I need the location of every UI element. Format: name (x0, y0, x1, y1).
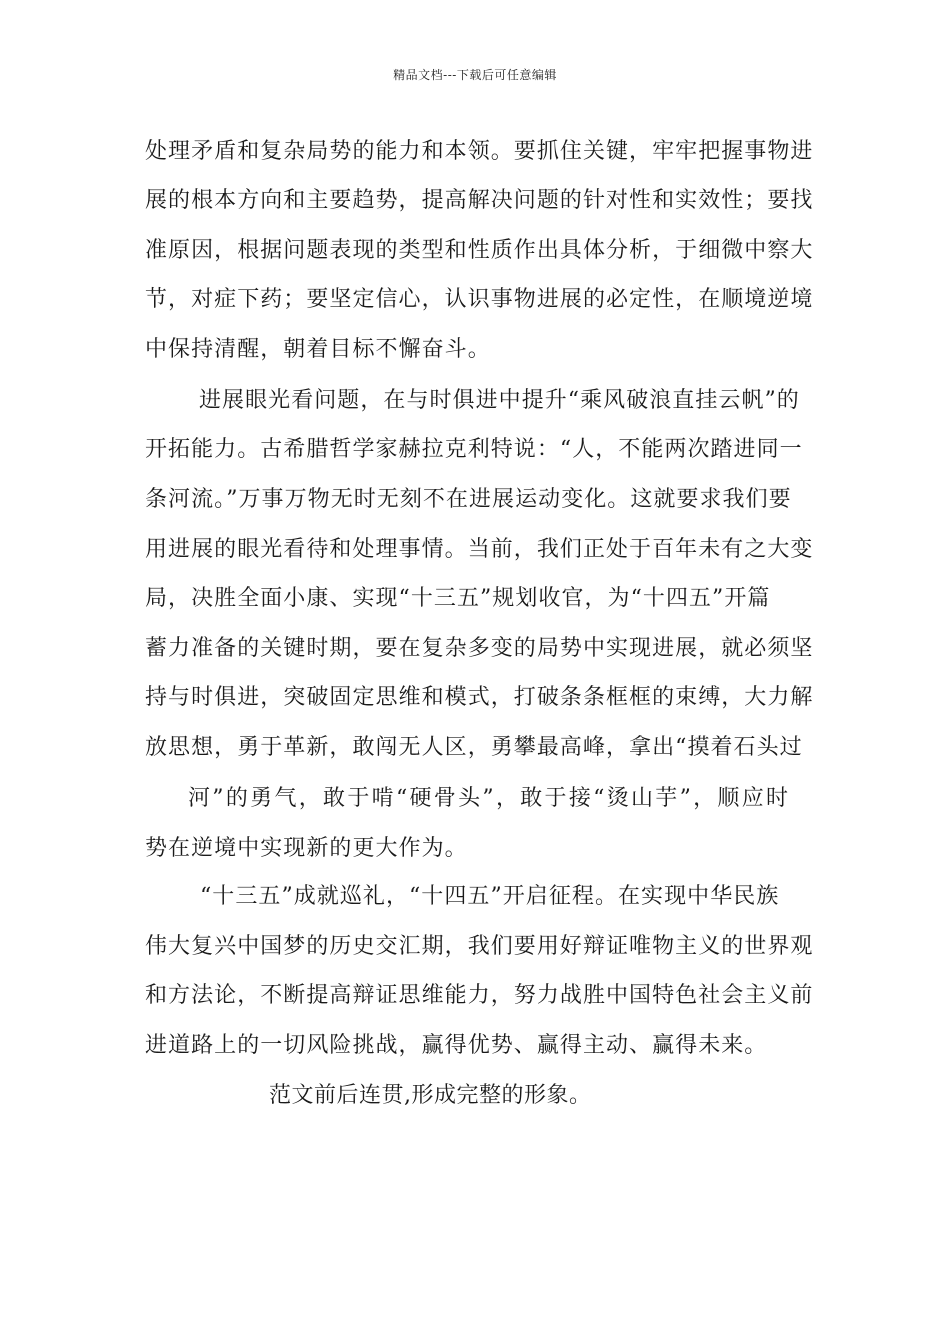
text-line: 势在逆境中实现新的更大作为。 (145, 836, 468, 861)
page-header: 精品文档---下载后可任意编辑 (393, 68, 557, 82)
text-line: 条河流。”万事万物无时无刻不在进展运动变化。这就要求我们要 (145, 487, 792, 512)
text-line: 节，对症下药；要坚定信心，认识事物进展的必定性，在顺境逆境 (145, 287, 814, 312)
text-line: 处理矛盾和复杂局势的能力和本领。要抓住关键，牢牢把握事物进 (145, 139, 814, 164)
text-line: 展的根本方向和主要趋势，提高解决问题的针对性和实效性；要找 (145, 188, 814, 213)
text-line: 和方法论，不断提高辩证思维能力，努力战胜中国特色社会主义前 (145, 983, 814, 1008)
text-line: 用进展的眼光看待和处理事情。当前，我们正处于百年未有之大变 (145, 537, 814, 562)
text-line: 中保持清醒，朝着目标不懈奋斗。 (145, 337, 491, 362)
text-line: 进道路上的一切风险挑战，赢得优势、赢得主动、赢得未来。 (145, 1033, 768, 1058)
text-line: 河”的勇气，敢于啃“硬骨头”，敢于接“烫山芋”，顺应时 (188, 786, 791, 811)
text-line: “十三五”成就巡礼，“十四五”开启征程。在实现中华民族 (200, 884, 780, 909)
text-line: 蓄力准备的关键时期，要在复杂多变的局势中实现进展，就必须坚 (145, 636, 814, 661)
text-line: 伟大复兴中国梦的历史交汇期，我们要用好辩证唯物主义的世界观 (145, 934, 814, 959)
text-line: 持与时俱进，突破固定思维和模式，打破条条框框的束缚，大力解 (145, 685, 814, 710)
text-line: 开拓能力。古希腊哲学家赫拉克利特说：“人，不能两次踏进同一 (145, 437, 803, 462)
text-line: 进展眼光看问题，在与时俱进中提升“乘风破浪直挂云帆”的 (199, 388, 800, 413)
text-line: 放思想，勇于革新，敢闯无人区，勇攀最高峰，拿出“摸着石头过 (145, 735, 803, 760)
text-line: 范文前后连贯,形成完整的形象。 (269, 1083, 592, 1108)
text-line: 准原因，根据问题表现的类型和性质作出具体分析，于细微中察大 (145, 238, 814, 263)
text-line: 局，决胜全面小康、实现“十三五”规划收官，为“十四五”开篇 (145, 586, 771, 611)
